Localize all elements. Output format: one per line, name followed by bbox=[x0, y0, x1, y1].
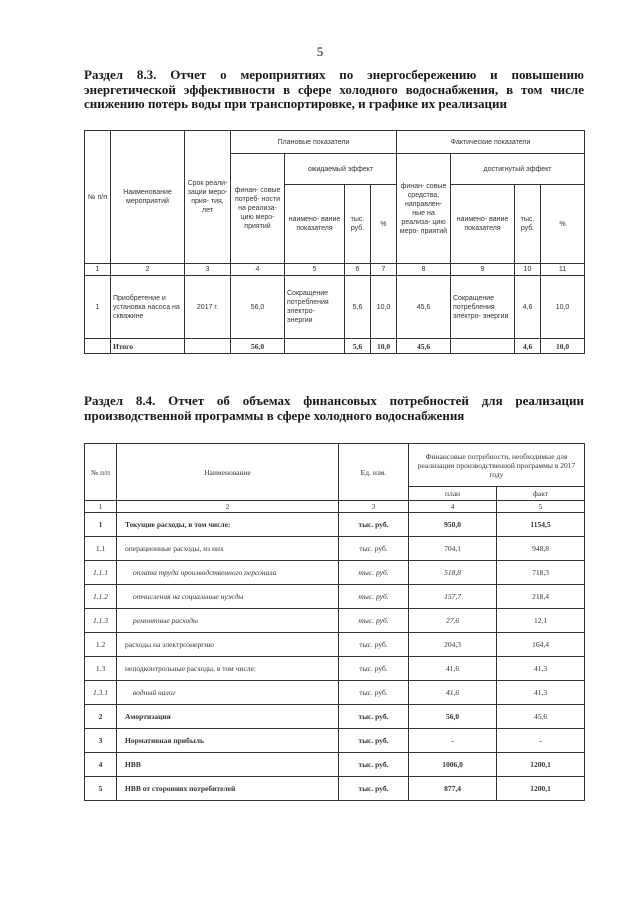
row-index: 5 bbox=[85, 777, 117, 801]
col-number: 3 bbox=[339, 501, 409, 513]
col-number: 6 bbox=[345, 264, 371, 276]
total-indicator-cell bbox=[285, 339, 345, 354]
col-number: 7 bbox=[371, 264, 397, 276]
row-plan: 1006,0 bbox=[409, 753, 497, 777]
total-actual-pct: 10,0 bbox=[541, 339, 585, 354]
row-fact: 1200,1 bbox=[497, 777, 585, 801]
total-planned-fin: 56,0 bbox=[231, 339, 285, 354]
row-fact: 718,3 bbox=[497, 561, 585, 585]
actual-indicator-name-header: наимено- вание показателя bbox=[451, 185, 515, 264]
row-fact: 218,4 bbox=[497, 585, 585, 609]
planned-fin-header: финан- совые потреб- ности на реализа- цию меро- приятий bbox=[231, 154, 285, 264]
col-number: 4 bbox=[409, 501, 497, 513]
table-row bbox=[85, 561, 585, 585]
percent-header: % bbox=[371, 185, 397, 264]
row-unit: тыс. руб. bbox=[339, 753, 409, 777]
planned-pct: 10,0 bbox=[371, 276, 397, 339]
total-rub: 5,6 bbox=[345, 339, 371, 354]
section-8-4-heading: Раздел 8.4. Отчет об объемах финансовых потребностей для реализации производственной программы в сфере холодного водоснабжения bbox=[84, 393, 584, 423]
table-row bbox=[85, 609, 585, 633]
row-index: 1.1.2 bbox=[85, 585, 117, 609]
row-plan: 41,6 bbox=[409, 657, 497, 681]
row-plan: 27,6 bbox=[409, 609, 497, 633]
row-plan: 950,0 bbox=[409, 513, 497, 537]
total-actual-rub: 4,6 bbox=[515, 339, 541, 354]
row-fact: - bbox=[497, 729, 585, 753]
row-plan: 518,8 bbox=[409, 561, 497, 585]
measure-name: Приобретение и установка насоса на скважине bbox=[111, 276, 185, 339]
table-row bbox=[85, 681, 585, 705]
total-label: Итого bbox=[111, 339, 185, 354]
row-index: 1.2 bbox=[85, 633, 117, 657]
col-num-header: № п/п bbox=[85, 444, 117, 501]
row-index: 2 bbox=[85, 705, 117, 729]
col-term-header: Срок реали- зации меро- прия- тия, лет bbox=[185, 131, 231, 264]
col-number: 5 bbox=[285, 264, 345, 276]
row-unit: тыс. руб. bbox=[339, 609, 409, 633]
col-number: 1 bbox=[85, 264, 111, 276]
row-name: НВВ от сторонних потребителей bbox=[117, 777, 339, 801]
row-name: водный налог bbox=[117, 681, 339, 705]
row-plan: 704,1 bbox=[409, 537, 497, 561]
row-unit: тыс. руб. bbox=[339, 777, 409, 801]
col-number: 11 bbox=[541, 264, 585, 276]
row-unit: тыс. руб. bbox=[339, 513, 409, 537]
row-name: Амортизация bbox=[117, 705, 339, 729]
row-name: Текущие расходы, в том числе: bbox=[117, 513, 339, 537]
col-unit-header: Ед. изм. bbox=[339, 444, 409, 501]
row-fact: 12,1 bbox=[497, 609, 585, 633]
row-name: расходы на электроэнергию bbox=[117, 633, 339, 657]
fact-header: факт bbox=[497, 487, 585, 501]
row-plan: 41,6 bbox=[409, 681, 497, 705]
row-fact: 1154,5 bbox=[497, 513, 585, 537]
needs-header: Финансовые потребности, необходимые для реализации производственной программы в 2017 году bbox=[409, 444, 585, 487]
measure-term: 2017 г. bbox=[185, 276, 231, 339]
col-number: 8 bbox=[397, 264, 451, 276]
page-number: 5 bbox=[316, 44, 324, 59]
row-plan: - bbox=[409, 729, 497, 753]
row-unit: тыс. руб. bbox=[339, 681, 409, 705]
row-fact: 948,8 bbox=[497, 537, 585, 561]
thousand-rub-header: тыс. руб. bbox=[345, 185, 371, 264]
table-row bbox=[85, 777, 585, 801]
row-index: 1.1 bbox=[85, 537, 117, 561]
col-number: 2 bbox=[117, 501, 339, 513]
col-number: 4 bbox=[231, 264, 285, 276]
indicator-name-header: наимено- вание показателя bbox=[285, 185, 345, 264]
total-num-cell bbox=[85, 339, 111, 354]
row-name: ремонтные расходы bbox=[117, 609, 339, 633]
row-index: 1.3.1 bbox=[85, 681, 117, 705]
total-row bbox=[85, 339, 585, 354]
total-actual-indicator-cell bbox=[451, 339, 515, 354]
row-plan: 877,4 bbox=[409, 777, 497, 801]
row-plan: 204,3 bbox=[409, 633, 497, 657]
financial-needs-table bbox=[84, 443, 585, 801]
total-term-cell bbox=[185, 339, 231, 354]
col-number: 10 bbox=[515, 264, 541, 276]
table-row bbox=[85, 633, 585, 657]
planned-rub: 5,6 bbox=[345, 276, 371, 339]
row-index: 1.1.3 bbox=[85, 609, 117, 633]
row-fact: 41,3 bbox=[497, 657, 585, 681]
table-row bbox=[85, 513, 585, 537]
row-index: 1.3 bbox=[85, 657, 117, 681]
expected-effect-header: ожидаемый эффект bbox=[285, 154, 397, 185]
row-index: 3 bbox=[85, 729, 117, 753]
row-unit: тыс. руб. bbox=[339, 537, 409, 561]
row-unit: тыс. руб. bbox=[339, 561, 409, 585]
col-number: 3 bbox=[185, 264, 231, 276]
achieved-effect-header: достигнутый эффект bbox=[451, 154, 585, 185]
row-fact: 164,4 bbox=[497, 633, 585, 657]
total-actual-fin: 45,6 bbox=[397, 339, 451, 354]
energy-measures-table bbox=[84, 130, 585, 354]
table-row bbox=[85, 753, 585, 777]
actual-thousand-rub-header: тыс. руб. bbox=[515, 185, 541, 264]
row-index: 1 bbox=[85, 513, 117, 537]
section-8-3-heading: Раздел 8.3. Отчет о мероприятиях по энергосбережению и повышению энергетической эффективности в сфере холодного водоснабжения, в том числе снижению потерь воды при транспортировке, и графике их реализации bbox=[84, 67, 584, 111]
row-name: НВВ bbox=[117, 753, 339, 777]
row-name: Нормативная прибыль bbox=[117, 729, 339, 753]
row-unit: тыс. руб. bbox=[339, 705, 409, 729]
row-num: 1 bbox=[85, 276, 111, 339]
row-fact: 41,3 bbox=[497, 681, 585, 705]
actual-indicators-header: Фактические показатели bbox=[397, 131, 585, 154]
col-number: 1 bbox=[85, 501, 117, 513]
actual-rub: 4,6 bbox=[515, 276, 541, 339]
table-row bbox=[85, 705, 585, 729]
row-name: отчисления на социальные нужды bbox=[117, 585, 339, 609]
table-row bbox=[85, 276, 585, 339]
planned-indicators-header: Плановые показатели bbox=[231, 131, 397, 154]
row-unit: тыс. руб. bbox=[339, 585, 409, 609]
table-row bbox=[85, 585, 585, 609]
col-name-header: Наименование bbox=[117, 444, 339, 501]
row-index: 1.1.1 bbox=[85, 561, 117, 585]
row-name: оплата труда производственного персонала bbox=[117, 561, 339, 585]
planned-fin-value: 56,0 bbox=[231, 276, 285, 339]
row-plan: 56,0 bbox=[409, 705, 497, 729]
row-name: неподконтрольные расходы, в том числе: bbox=[117, 657, 339, 681]
row-unit: тыс. руб. bbox=[339, 657, 409, 681]
actual-indicator: Сокращение потребления электро- энергии bbox=[451, 276, 515, 339]
row-index: 4 bbox=[85, 753, 117, 777]
table-row bbox=[85, 537, 585, 561]
row-fact: 1200,1 bbox=[497, 753, 585, 777]
col-number: 9 bbox=[451, 264, 515, 276]
actual-fin-header: финан- совые средства, направлен- ные на реализа- цию меро- приятий bbox=[397, 154, 451, 264]
col-number: 2 bbox=[111, 264, 185, 276]
row-unit: тыс. руб. bbox=[339, 633, 409, 657]
actual-percent-header: % bbox=[541, 185, 585, 264]
col-number: 5 bbox=[497, 501, 585, 513]
planned-indicator: Сокращение потребления электро- энергии bbox=[285, 276, 345, 339]
row-name: операционные расходы, из них bbox=[117, 537, 339, 561]
total-pct: 10,0 bbox=[371, 339, 397, 354]
actual-pct: 10,0 bbox=[541, 276, 585, 339]
plan-header: план bbox=[409, 487, 497, 501]
row-plan: 157,7 bbox=[409, 585, 497, 609]
actual-fin-value: 45,6 bbox=[397, 276, 451, 339]
row-fact: 45,6 bbox=[497, 705, 585, 729]
table-row bbox=[85, 657, 585, 681]
row-unit: тыс. руб. bbox=[339, 729, 409, 753]
col-name-header: Наименование мероприятий bbox=[111, 131, 185, 264]
table-row bbox=[85, 729, 585, 753]
col-num-header: № п/п bbox=[85, 131, 111, 264]
